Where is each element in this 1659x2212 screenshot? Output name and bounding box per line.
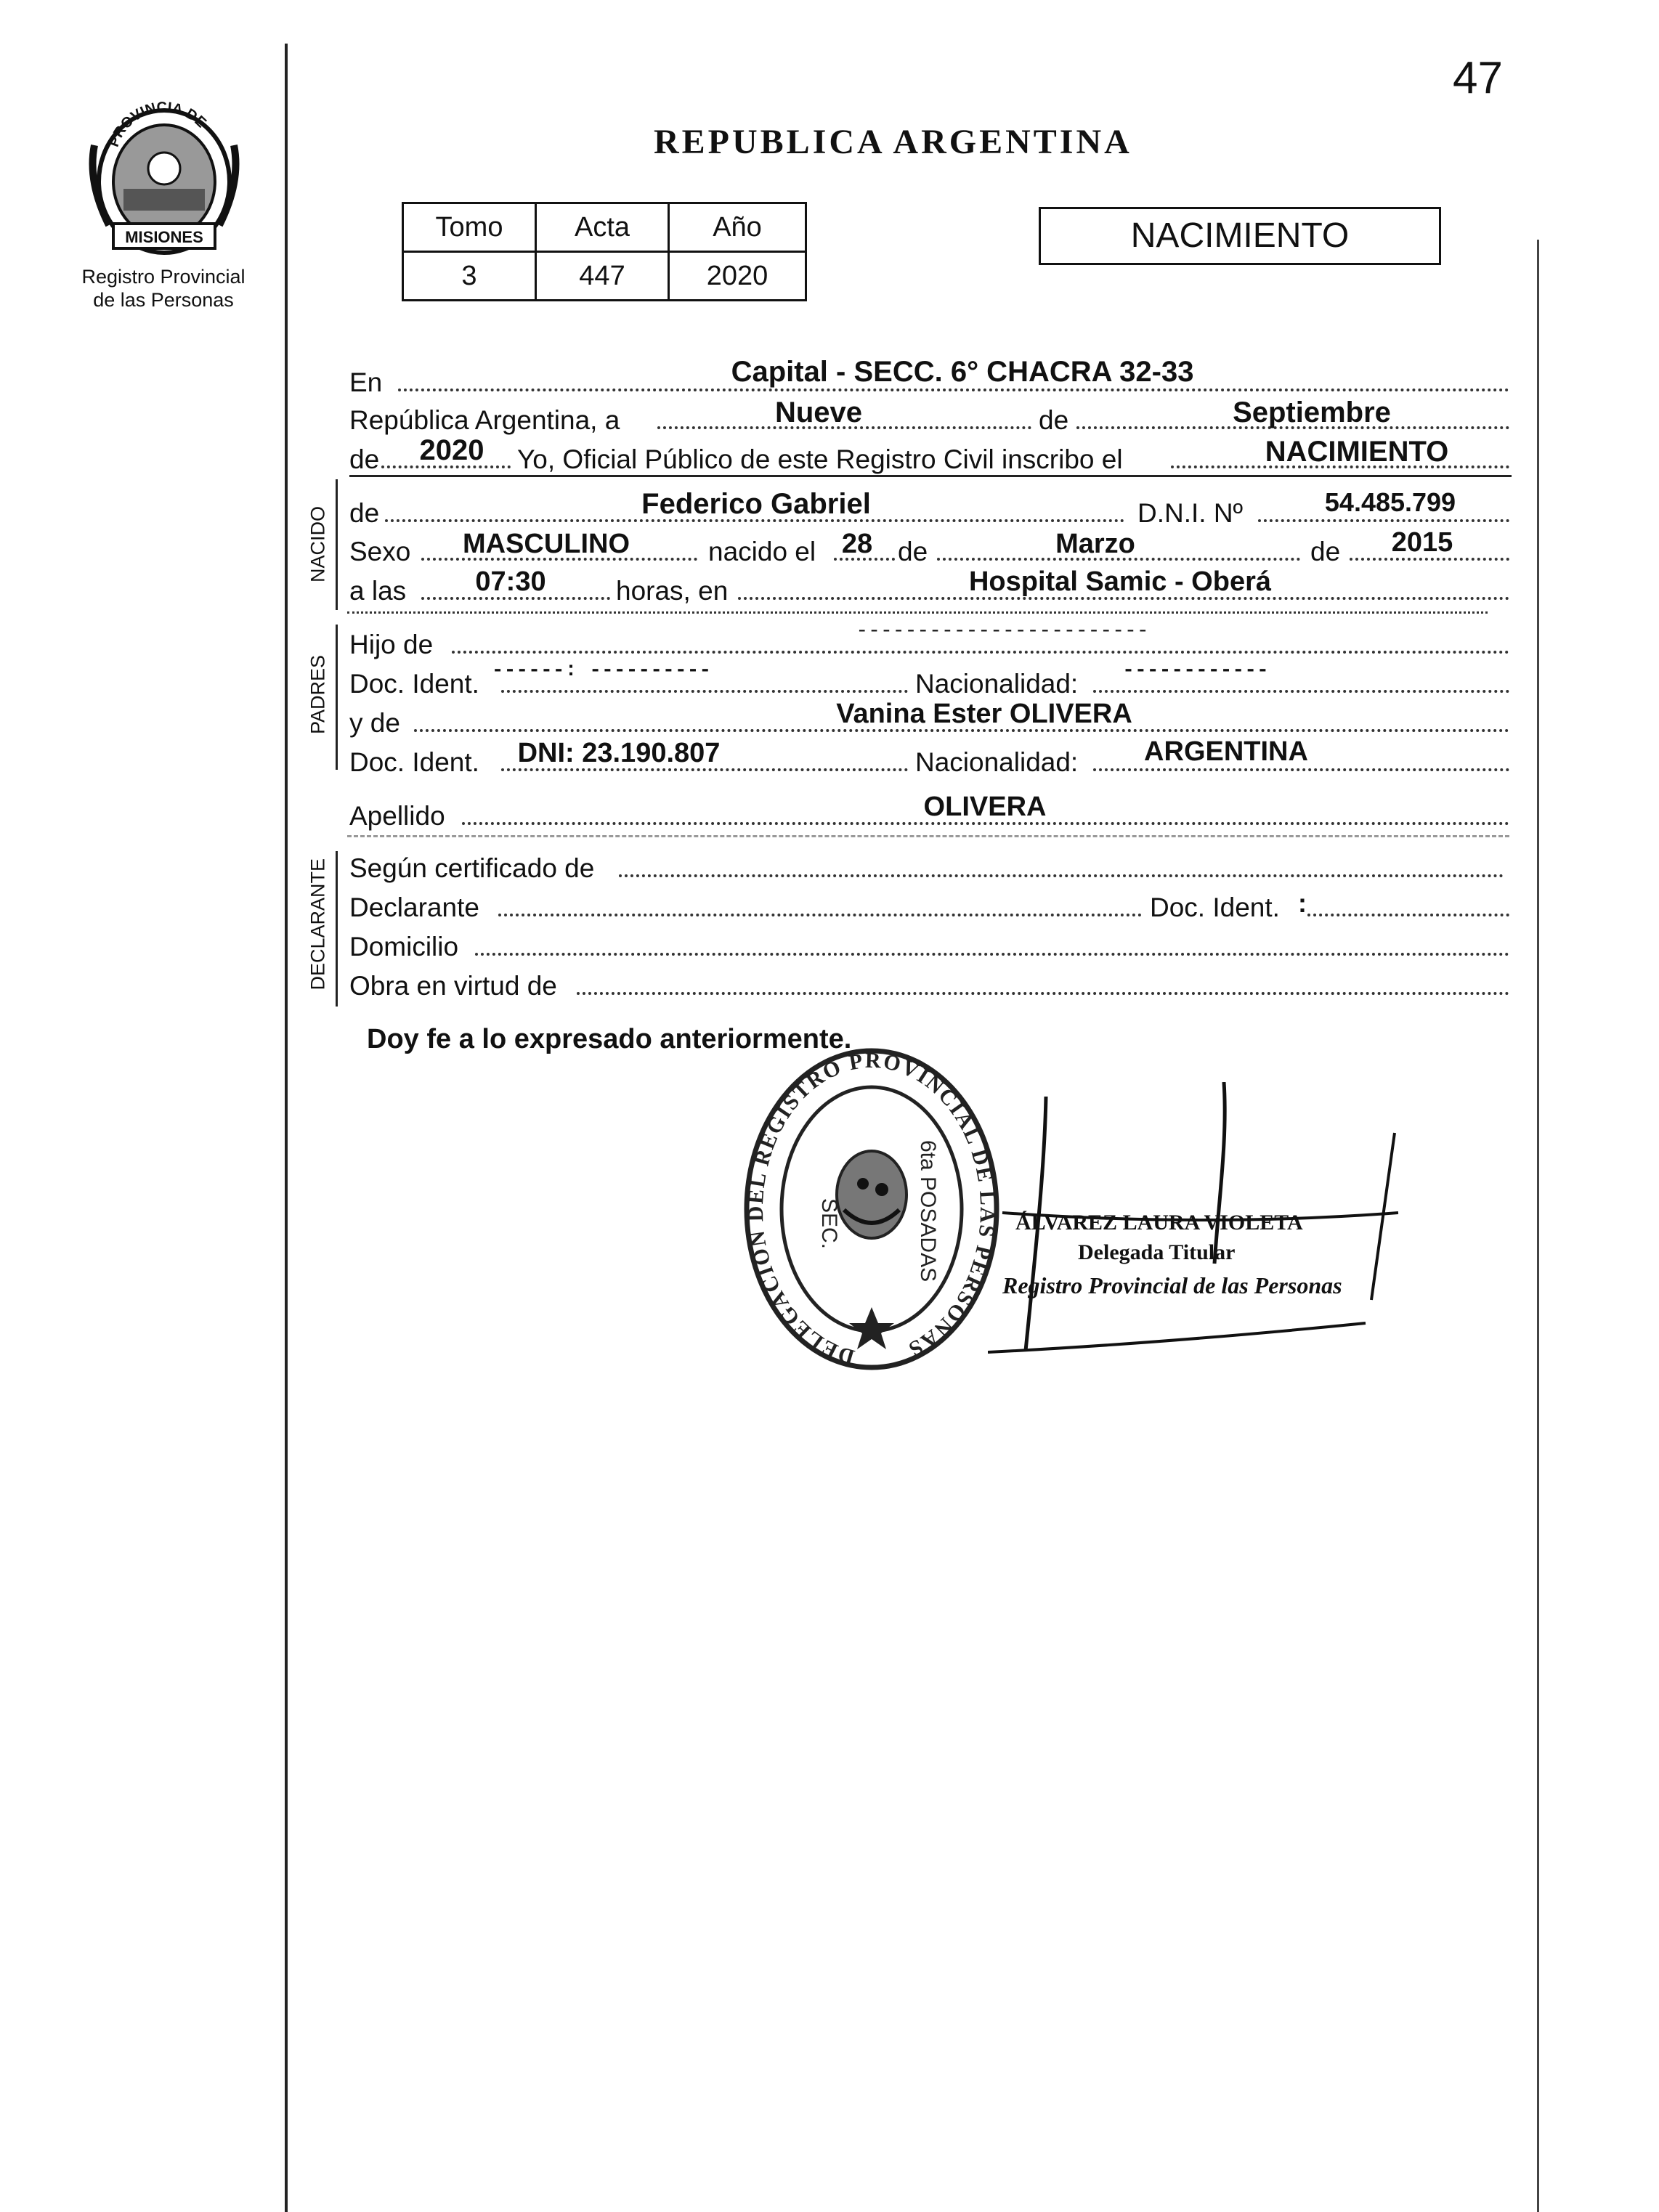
right-margin-line <box>1537 240 1539 2212</box>
time-dots <box>421 597 610 600</box>
signer-role: Delegada Titular <box>1078 1240 1236 1264</box>
y-de-label: y de <box>349 708 400 738</box>
father-dots <box>452 651 1509 654</box>
mother-doc-dots <box>501 768 908 771</box>
de-label: de <box>1039 405 1069 435</box>
page-number: 47 <box>1453 53 1503 103</box>
nacido-side-label: NACIDO <box>307 506 329 583</box>
a-las-label: a las <box>349 576 407 606</box>
province-logo <box>87 102 241 256</box>
dni-value: 54.485.799 <box>1324 487 1456 517</box>
nacido-de2-label: de <box>898 537 928 566</box>
mother-doc-value: DNI: 23.190.807 <box>517 738 721 768</box>
declarante-side-label: DECLARANTE <box>307 858 329 991</box>
hijo-label: Hijo de <box>349 630 434 659</box>
declarante-label: Declarante <box>349 892 479 922</box>
registry-value-ano: 2020 <box>669 252 806 301</box>
birth-day-value: 28 <box>841 529 873 559</box>
en-dots <box>398 389 1509 391</box>
registry-header-acta: Acta <box>536 203 669 252</box>
nacido-bracket <box>336 479 338 610</box>
stamp-ring-text: DELEGACION DEL REGISTRO PROVINCIAL DE LAS PERSONAS <box>743 1048 1000 1370</box>
logo-banner-text: MISIONES <box>125 228 203 246</box>
father-nat-value: ------------ <box>1122 659 1269 682</box>
apellido-label: Apellido <box>349 801 445 831</box>
apellido-value: OLIVERA <box>923 792 1047 822</box>
father-doc-value: ------: ---------- <box>491 659 712 682</box>
republica-label: República Argentina, a <box>349 405 620 435</box>
nacido-divider <box>347 611 1488 614</box>
birth-place-dots <box>738 597 1509 600</box>
signer-office: Registro Provincial de las Personas <box>1002 1272 1342 1298</box>
left-margin-line <box>285 44 288 2212</box>
declarante-doc-dots <box>1307 914 1509 916</box>
obra-dots <box>577 992 1509 995</box>
time-value: 07:30 <box>475 566 546 597</box>
declarante-dots <box>498 914 1142 916</box>
domicilio-dots <box>475 953 1509 956</box>
sexo-value: MASCULINO <box>462 529 630 559</box>
apellido-divider <box>347 835 1509 837</box>
father-nat-label: Nacionalidad: <box>915 669 1079 699</box>
month-value: Septiembre <box>1233 397 1391 428</box>
mother-doc-label: Doc. Ident. <box>349 747 479 777</box>
logo-caption-line1: Registro Provincial <box>81 266 246 288</box>
registry-header-ano: Año <box>669 203 806 252</box>
birth-month-value: Marzo <box>1055 529 1135 559</box>
dni-dots <box>1258 519 1509 522</box>
de2-label: de <box>349 444 380 474</box>
father-nat-dots <box>1093 690 1509 693</box>
declarante-bracket <box>336 851 338 1007</box>
intro-divider <box>349 475 1512 477</box>
closing-statement: Doy fe a lo expresado anteriormente. <box>367 1024 852 1054</box>
nacido-de3-label: de <box>1310 537 1341 566</box>
birth-year-value: 2015 <box>1391 527 1453 558</box>
star-icon <box>849 1307 894 1349</box>
mother-dots <box>414 729 1509 732</box>
stamp-inner-left: SEC. <box>817 1198 841 1250</box>
padres-side-label: PADRES <box>307 654 329 735</box>
mother-nat-value: ARGENTINA <box>1144 736 1308 767</box>
signer-name: ÁLVAREZ LAURA VIOLETA <box>1015 1211 1303 1235</box>
obra-label: Obra en virtud de <box>349 971 557 1001</box>
sexo-label: Sexo <box>349 537 411 566</box>
registry-value-tomo: 3 <box>403 252 536 301</box>
mother-nat-label: Nacionalidad: <box>915 747 1079 777</box>
registry-header-tomo: Tomo <box>403 203 536 252</box>
official-stamp <box>741 1046 1002 1373</box>
page-title: REPUBLICA ARGENTINA <box>654 123 1132 161</box>
father-value: ------------------------ <box>856 620 1149 643</box>
act-type-box: NACIMIENTO <box>1039 207 1441 265</box>
mother-value: Vanina Ester OLIVERA <box>836 699 1132 729</box>
registry-value-acta: 447 <box>536 252 669 301</box>
act-value: NACIMIENTO <box>1265 436 1449 468</box>
logo-caption-line2: de las Personas <box>93 289 234 311</box>
segun-dots <box>619 874 1504 877</box>
nacido-el-label: nacido el <box>708 537 816 566</box>
father-doc-dots <box>501 690 908 693</box>
father-doc-label: Doc. Ident. <box>349 669 479 699</box>
coat-of-arms-icon <box>87 102 241 256</box>
stamp-inner-right: 6ta POSADAS <box>916 1140 940 1282</box>
nacido-de-label: de <box>349 498 380 528</box>
dni-label: D.N.I. Nº <box>1137 498 1244 528</box>
en-label: En <box>349 367 383 397</box>
padres-bracket <box>336 625 338 770</box>
declarante-doc-label: Doc. Ident. <box>1150 892 1280 922</box>
declarante-doc-value: : <box>1298 888 1307 918</box>
segun-label: Según certificado de <box>349 853 595 883</box>
child-name-value: Federico Gabriel <box>641 488 871 520</box>
registry-table <box>402 202 807 301</box>
place-value: Capital - SECC. 6° CHACRA 32-33 <box>731 356 1194 388</box>
year-value: 2020 <box>419 434 484 466</box>
apellido-dots <box>462 822 1509 825</box>
shield-emblem-icon <box>837 1151 906 1238</box>
birth-place-value: Hospital Samic - Oberá <box>968 566 1272 597</box>
birth-year-dots <box>1350 558 1509 561</box>
horas-label: horas, en <box>616 576 729 606</box>
day-value: Nueve <box>774 397 863 428</box>
inscribo-label: Yo, Oficial Público de este Registro Civil inscribo el <box>517 444 1123 474</box>
mother-nat-dots <box>1093 768 1509 771</box>
domicilio-label: Domicilio <box>349 932 459 961</box>
logo-arc-text: PROVINCIA DE <box>105 102 210 150</box>
